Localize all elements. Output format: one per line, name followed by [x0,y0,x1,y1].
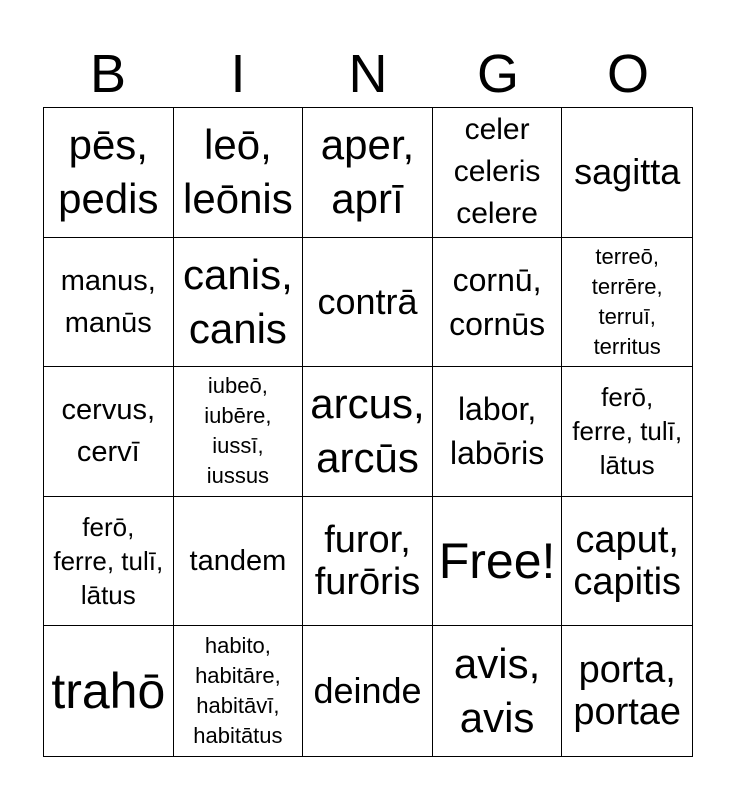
header-letter-n: N [348,44,388,104]
bingo-cell-text: caput, capitis [573,519,682,604]
bingo-cell-r4-c5[interactable] [562,497,692,627]
header-letter-i: I [230,44,246,104]
header-letter-o: O [606,44,649,104]
bingo-cell-r2-c1[interactable] [44,238,174,368]
bingo-cell-text: manus, manūs [60,264,156,339]
bingo-cell-text: Free! [438,533,556,590]
header-letter-b: B [89,44,127,104]
bingo-cell-r1-c5[interactable] [562,108,692,238]
free-space-cell[interactable] [433,497,563,627]
bingo-cell-r5-c3[interactable] [303,626,433,756]
bingo-cell-text: canis, canis [183,250,293,352]
bingo-cell-r1-c4[interactable] [433,108,563,238]
header-letter-g: G [476,44,519,104]
bingo-header [43,40,693,108]
bingo-cell-text: labor, labōris [449,391,545,472]
bingo-cell-text: ferō, ferre, tulī, lātus [572,382,683,481]
bingo-cell-r5-c1[interactable] [44,626,174,756]
bingo-cell-text: cervus, cervī [61,394,156,469]
bingo-cell-text: tandem [189,545,287,578]
bingo-cell-r1-c1[interactable] [44,108,174,238]
bingo-cell-r5-c4[interactable] [433,626,563,756]
bingo-cell-text: deinde [313,670,422,712]
bingo-cell-text: iubeō, iubēre, iussī, iussus [204,373,272,489]
bingo-cell-text: porta, portae [573,649,682,734]
bingo-cell-r3-c1[interactable] [44,367,174,497]
bingo-cell-r4-c1[interactable] [44,497,174,627]
bingo-cell-r2-c3[interactable] [303,238,433,368]
bingo-cell-text: celer celeris celere [453,113,541,231]
bingo-cell-r4-c3[interactable] [303,497,433,627]
bingo-cell-r3-c5[interactable] [562,367,692,497]
bingo-cell-text: leō, leōnis [183,121,293,223]
bingo-cell-text: furor, furōris [314,519,421,604]
bingo-cell-text: contrā [317,280,418,322]
bingo-cell-text: habito, habitāre, habitāvī, habitātus [193,633,283,749]
bingo-cell-text: arcus, arcūs [310,380,425,482]
bingo-cell-text: terreō, terrēre, terruī, territus [591,243,663,359]
bingo-cell-text: aper, aprī [320,121,415,223]
bingo-cell-r5-c2[interactable] [174,626,304,756]
bingo-cell-r1-c3[interactable] [303,108,433,238]
bingo-cell-r2-c5[interactable] [562,238,692,368]
bingo-cell-r2-c4[interactable] [433,238,563,368]
bingo-cell-r3-c4[interactable] [433,367,563,497]
bingo-cell-text: pēs, pedis [58,121,159,223]
bingo-cell-text: trahō [51,663,166,720]
bingo-cell-r3-c3[interactable] [303,367,433,497]
bingo-cell-text: cornū, cornūs [449,261,546,342]
bingo-cell-text: sagitta [574,151,681,193]
bingo-board [43,107,693,757]
bingo-cell-text: ferō, ferre, tulī, lātus [53,512,164,611]
bingo-cell-text: avis, avis [453,640,541,742]
bingo-cell-r5-c5[interactable] [562,626,692,756]
bingo-cell-r1-c2[interactable] [174,108,304,238]
bingo-cell-r3-c2[interactable] [174,367,304,497]
bingo-cell-r4-c2[interactable] [174,497,304,627]
bingo-cell-r2-c2[interactable] [174,238,304,368]
